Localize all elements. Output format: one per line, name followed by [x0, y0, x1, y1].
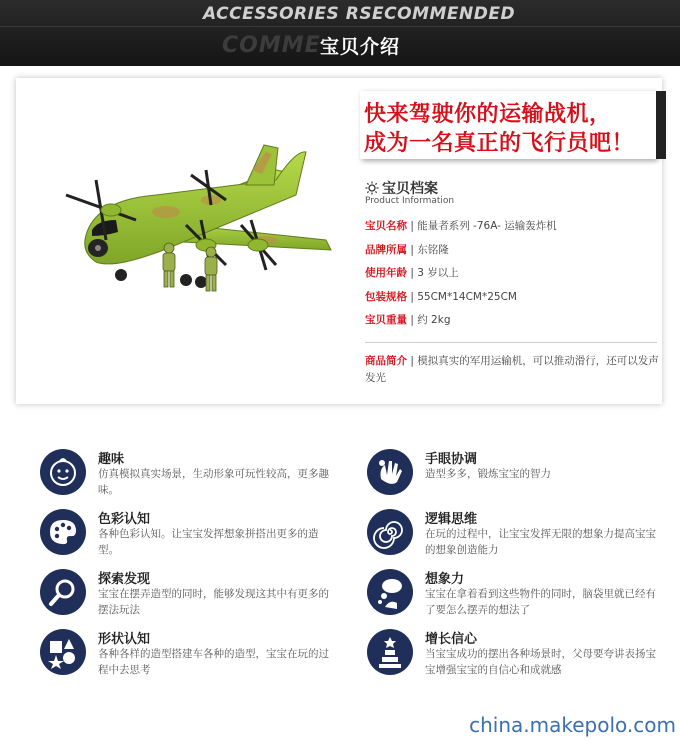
- banner-english-shadow: COMME: [222, 33, 321, 58]
- feature-desc: 各种各样的造型搭建车各种的造型，宝宝在玩的过程中去思考: [98, 648, 329, 676]
- info-label: 品牌所属: [365, 243, 407, 256]
- feature-title: 色彩认知: [98, 512, 151, 527]
- info-value: 55CM*14CM*25CM: [417, 290, 517, 303]
- slogan-tab: [656, 91, 666, 159]
- feature-title: 增长信心: [425, 632, 478, 647]
- feature-title: 想象力: [425, 572, 465, 587]
- info-label: 宝贝名称: [365, 220, 407, 232]
- info-value: 3 岁以上: [417, 267, 459, 279]
- intro-text: 模拟真实的军用运输机，可以推动滑行，还可以发声发光: [365, 355, 659, 384]
- info-divider: [365, 342, 657, 343]
- slogan-line-1: 快来驾驶你的运输战机，: [364, 102, 612, 127]
- spiral-icon: [367, 509, 413, 555]
- product-info-title: 宝贝档案: [382, 181, 438, 197]
- banner-english-title: ACCESSORIES RSECOMMENDED: [203, 4, 516, 24]
- info-value: 约 2kg: [417, 314, 451, 326]
- feature-desc: 宝宝在摆弄造型的同时，能够发现这其中有更多的摆法玩法: [98, 588, 329, 616]
- trophy-icon: [367, 629, 413, 675]
- info-row-package: 包装规格 | 55CM*14CM*25CM: [365, 290, 517, 303]
- info-value: 东铭隆: [417, 243, 449, 256]
- product-info-subtitle: Product Information: [365, 196, 455, 206]
- feature-title: 形状认知: [98, 632, 151, 647]
- banner-chinese-title: 宝贝介绍: [320, 36, 401, 58]
- header-banner: [0, 0, 680, 66]
- slogan-line-2: 成为一名真正的飞行员吧！: [364, 131, 635, 156]
- magnifier-icon: [40, 569, 86, 615]
- feature-desc: 当宝宝成功的摆出各种场景时，父母要夸讲表扬宝宝增强宝宝的自信心和成就感: [425, 648, 656, 676]
- info-value: 能量者系列 -76A- 运输轰炸机: [417, 220, 557, 232]
- info-row-weight: 宝贝重量 | 约 2kg: [365, 314, 451, 326]
- feature-title: 手眼协调: [425, 452, 478, 467]
- feature-desc: 造型多多，锻炼宝宝的智力: [425, 468, 551, 480]
- feature-title: 逻辑思维: [425, 512, 478, 527]
- info-label: 使用年龄: [365, 267, 407, 279]
- info-row-brand: 品牌所属 | 东铭隆: [365, 243, 449, 256]
- product-intro: 商品简介 | 模拟真实的军用运输机，可以推动滑行，还可以发声发光: [365, 355, 659, 384]
- feature-desc: 在玩的过程中，让宝宝发挥无限的想象力提高宝宝的想象创造能力: [425, 528, 656, 556]
- watermark: china.makepolo.com: [469, 713, 676, 737]
- product-image-plane: [26, 140, 346, 310]
- product-info-list: [365, 218, 557, 336]
- info-row-age: 使用年龄 | 3 岁以上: [365, 267, 459, 279]
- info-label: 包装规格: [365, 290, 407, 303]
- feature-title: 探索发现: [98, 572, 151, 587]
- feature-desc: 仿真模拟真实场景，生动形象可玩性较高，更多趣味。: [98, 468, 329, 496]
- product-info-heading: [365, 178, 438, 198]
- palette-icon: [40, 509, 86, 555]
- baby-face-icon: [40, 449, 86, 495]
- feature-desc: 各种色彩认知。让宝宝发挥想象拼搭出更多的造型。: [98, 528, 319, 556]
- hand-eye-icon: [367, 449, 413, 495]
- feature-desc: 宝宝在拿着看到这些物件的同时，脑袋里就已经有了要怎么摆弄的想法了: [425, 588, 656, 616]
- feature-title: 趣味: [98, 452, 125, 467]
- info-row-name: 宝贝名称 | 能量者系列 -76A- 运输轰炸机: [365, 220, 557, 232]
- banner-line: [0, 26, 680, 27]
- slogan-box: [360, 91, 656, 159]
- sun-icon: [365, 181, 379, 195]
- thought-icon: [367, 569, 413, 615]
- shapes-icon: [40, 629, 86, 675]
- intro-label: 商品简介: [365, 355, 407, 367]
- info-label: 宝贝重量: [365, 314, 407, 326]
